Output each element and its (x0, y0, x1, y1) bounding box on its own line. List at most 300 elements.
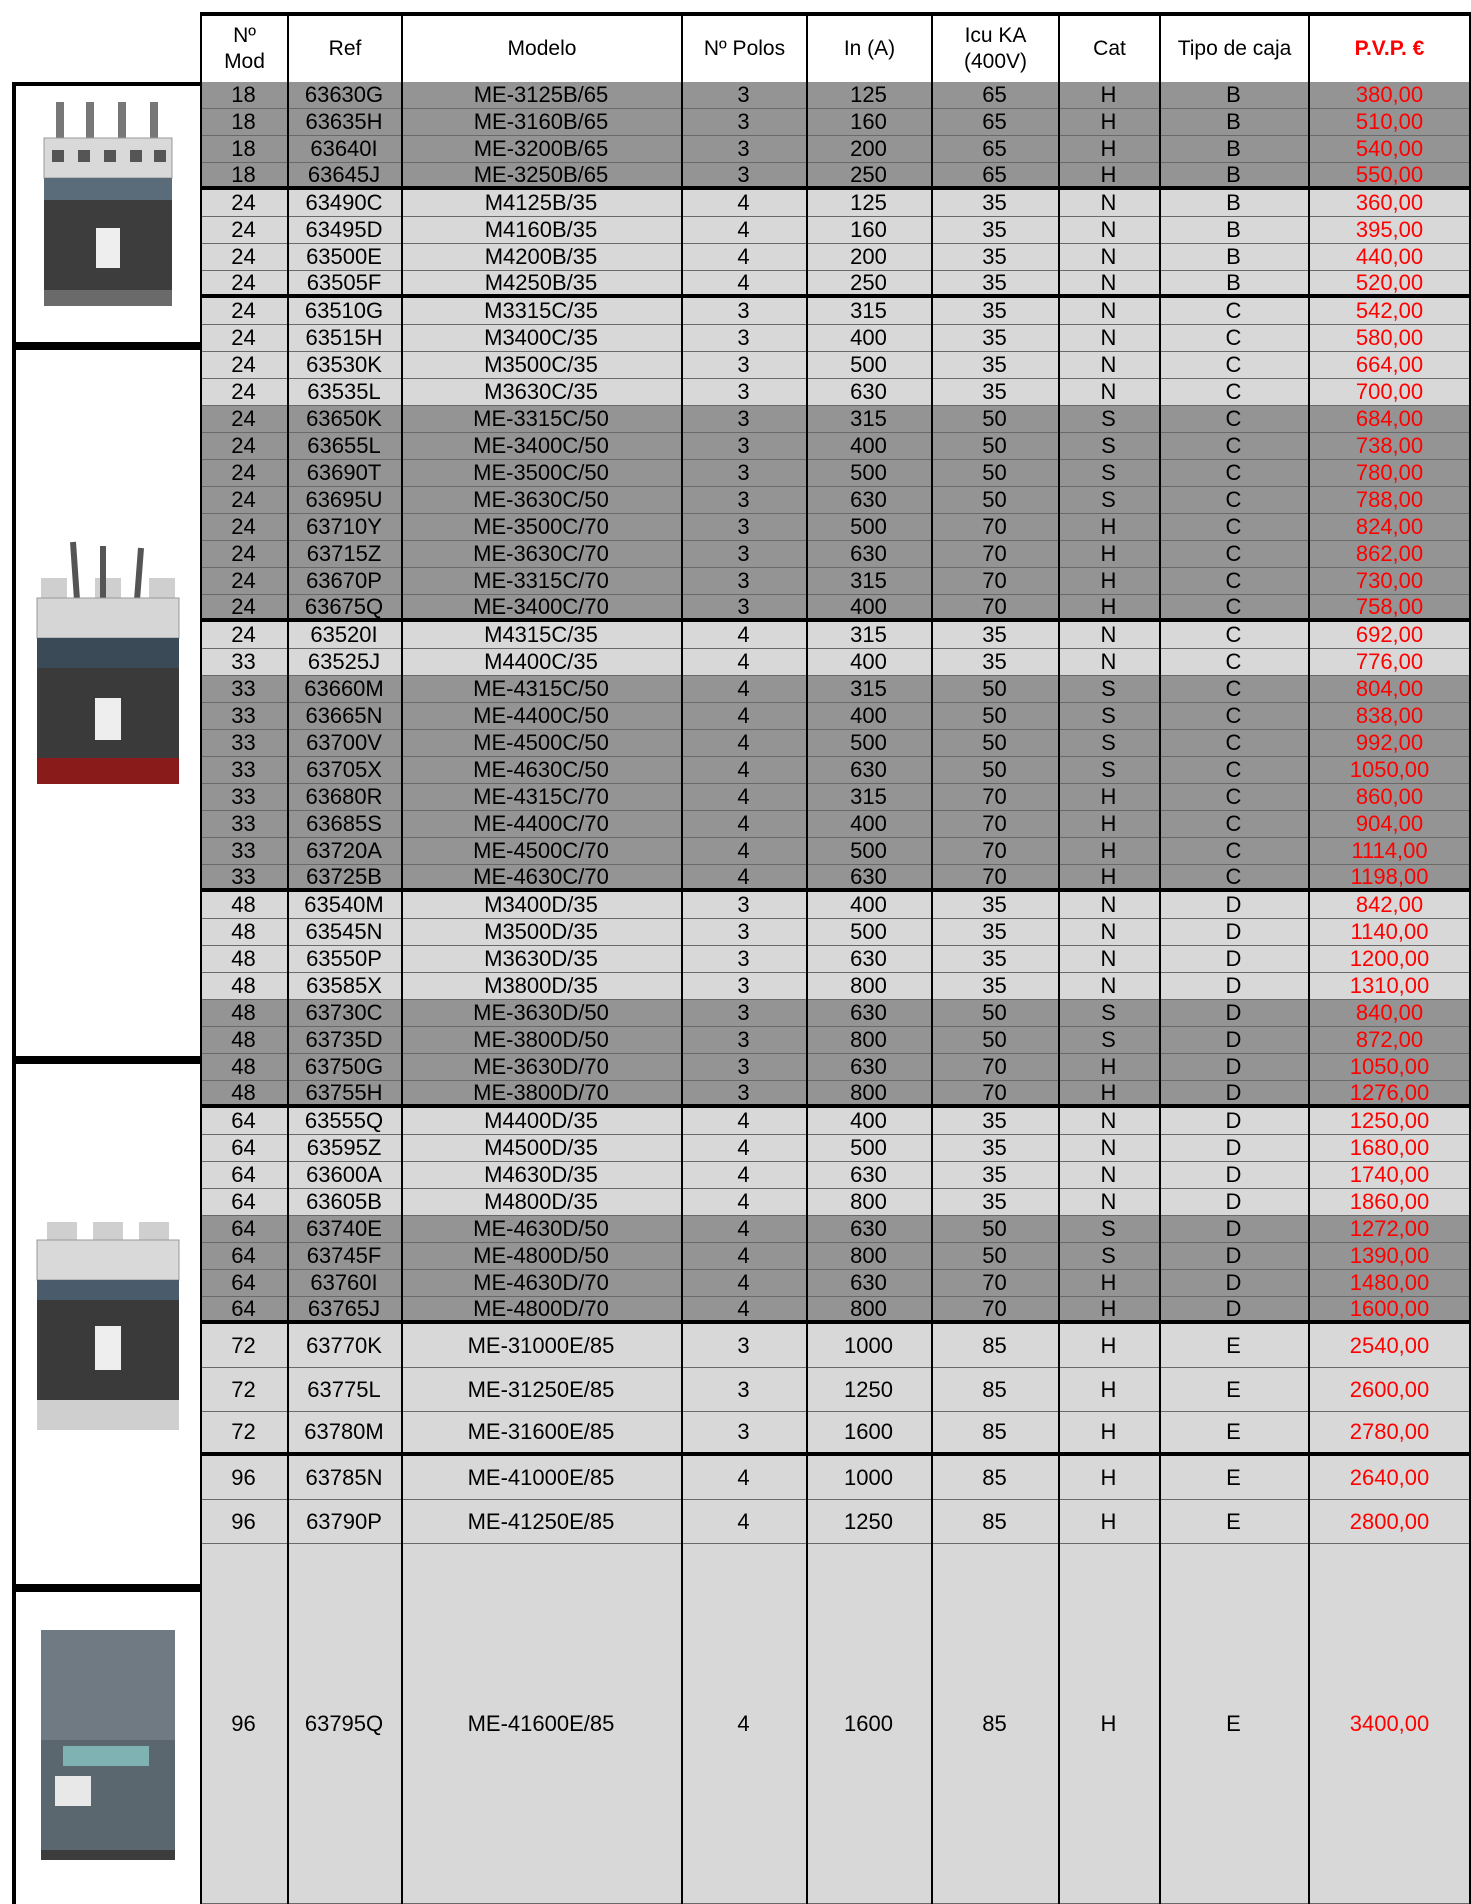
cell-polos: 3 (737, 352, 750, 377)
cell-caja: C (1225, 406, 1242, 431)
table-row (200, 676, 1471, 703)
cell-ref: 63725B (306, 863, 382, 889)
cell-icu: 35 (982, 973, 1007, 998)
table-row (200, 1297, 1471, 1324)
table-row (200, 514, 1471, 541)
cell-modelo: ME-41000E/85 (467, 1464, 615, 1490)
cell-icu: 35 (982, 325, 1007, 350)
cell-in: 630 (850, 863, 887, 889)
cell-in: 800 (850, 1027, 887, 1052)
cell-mod: 64 (231, 1243, 256, 1268)
cell-modelo: ME-31250E/85 (467, 1376, 615, 1402)
cell-icu: 35 (982, 1135, 1007, 1160)
cell-pvp: 758,00 (1355, 593, 1424, 619)
cell-icu: 70 (982, 784, 1007, 809)
cell-in: 315 (850, 784, 887, 809)
cell-pvp: 1050,00 (1349, 757, 1430, 782)
cell-pvp: 1276,00 (1349, 1079, 1430, 1105)
cell-pvp: 664,00 (1355, 352, 1424, 377)
cell-ref: 63510G (304, 298, 384, 323)
cell-icu: 85 (982, 1376, 1007, 1402)
cell-pvp: 1600,00 (1349, 1295, 1430, 1321)
cell-caja: C (1225, 863, 1242, 889)
cell-in: 400 (850, 433, 887, 458)
cell-cat: H (1100, 838, 1117, 863)
cell-mod: 33 (231, 838, 256, 863)
cell-polos: 4 (737, 1295, 750, 1321)
cell-cat: N (1100, 269, 1117, 295)
cell-in: 315 (850, 676, 887, 701)
cell-modelo: ME-4630D/50 (473, 1216, 609, 1241)
table-row (200, 649, 1471, 676)
cell-polos: 4 (737, 1710, 750, 1736)
table-row (200, 190, 1471, 217)
cell-polos: 3 (737, 1000, 750, 1025)
table-row (200, 82, 1471, 109)
cell-ref: 63775L (307, 1376, 381, 1402)
cell-caja: E (1226, 1419, 1241, 1444)
cell-ref: 63755H (305, 1079, 383, 1105)
cell-icu: 50 (982, 1027, 1007, 1052)
breaker-photo-d (33, 1216, 183, 1436)
cell-polos: 3 (737, 487, 750, 512)
cell-caja: C (1225, 676, 1242, 701)
column-divider (1159, 82, 1161, 1904)
cell-modelo: M3500C/35 (484, 352, 598, 377)
table-row (200, 703, 1471, 730)
cell-icu: 50 (982, 433, 1007, 458)
cell-modelo: ME-3800D/50 (473, 1027, 609, 1052)
header-in: In (A) (806, 12, 931, 82)
cell-in: 315 (850, 406, 887, 431)
cell-mod: 24 (231, 269, 256, 295)
cell-mod: 33 (231, 676, 256, 701)
cell-ref: 63760I (310, 1270, 378, 1295)
cell-in: 500 (850, 460, 887, 485)
cell-pvp: 1740,00 (1349, 1162, 1430, 1187)
cell-mod: 24 (231, 433, 256, 458)
cell-mod: 64 (231, 1108, 256, 1133)
image-group-d (12, 1060, 200, 1588)
cell-modelo: ME-4800D/50 (473, 1243, 609, 1268)
table-row (200, 919, 1471, 946)
header-mod: Nº Mod (200, 12, 287, 82)
cell-caja: D (1225, 1135, 1242, 1160)
cell-in: 160 (850, 217, 887, 242)
cell-modelo: ME-3630C/50 (473, 487, 609, 512)
cell-polos: 3 (737, 973, 750, 998)
cell-polos: 3 (737, 514, 750, 539)
cell-caja: C (1225, 757, 1242, 782)
cell-icu: 35 (982, 1189, 1007, 1214)
cell-cat: H (1100, 1508, 1117, 1534)
cell-polos: 3 (737, 541, 750, 566)
cell-cat: H (1100, 1464, 1117, 1490)
cell-modelo: ME-3315C/50 (473, 406, 609, 431)
column-divider (1058, 82, 1060, 1904)
cell-cat: H (1100, 1295, 1117, 1321)
cell-cat: H (1100, 863, 1117, 889)
cell-mod: 18 (231, 109, 256, 134)
cell-pvp: 550,00 (1355, 161, 1424, 187)
cell-mod: 48 (231, 1079, 256, 1105)
cell-polos: 4 (737, 1189, 750, 1214)
cell-ref: 63640I (310, 136, 378, 161)
cell-modelo: ME-3200B/65 (473, 136, 609, 161)
cell-icu: 85 (982, 1419, 1007, 1444)
cell-pvp: 738,00 (1355, 433, 1424, 458)
cell-cat: S (1101, 757, 1116, 782)
cell-icu: 85 (982, 1464, 1007, 1490)
cell-cat: H (1100, 82, 1117, 107)
cell-caja: C (1225, 811, 1242, 836)
cell-icu: 70 (982, 811, 1007, 836)
cell-caja: C (1225, 622, 1242, 647)
table-row (200, 784, 1471, 811)
cell-in: 630 (850, 1000, 887, 1025)
cell-polos: 4 (737, 1108, 750, 1133)
cell-icu: 70 (982, 863, 1007, 889)
cell-cat: S (1101, 460, 1116, 485)
cell-in: 400 (850, 703, 887, 728)
cell-ref: 63795Q (304, 1710, 384, 1736)
table-row (200, 1162, 1471, 1189)
table-row (200, 244, 1471, 271)
cell-ref: 63490C (305, 190, 383, 215)
cell-cat: S (1101, 703, 1116, 728)
column-divider (287, 82, 289, 1904)
cell-cat: N (1100, 244, 1117, 269)
cell-icu: 35 (982, 649, 1007, 674)
cell-mod: 33 (231, 730, 256, 755)
cell-polos: 3 (737, 892, 750, 917)
cell-pvp: 1860,00 (1349, 1189, 1430, 1214)
cell-icu: 85 (982, 1508, 1007, 1534)
cell-cat: N (1100, 325, 1117, 350)
cell-modelo: M4500D/35 (484, 1135, 598, 1160)
cell-ref: 63770K (306, 1332, 382, 1358)
cell-pvp: 360,00 (1355, 190, 1424, 215)
cell-ref: 63670P (306, 568, 382, 593)
table-row (200, 1324, 1471, 1368)
cell-modelo: ME-4400C/50 (473, 703, 609, 728)
cell-mod: 33 (231, 757, 256, 782)
cell-polos: 3 (737, 1054, 750, 1079)
table-row (200, 838, 1471, 865)
cell-polos: 4 (737, 244, 750, 269)
column-divider (806, 82, 808, 1904)
cell-modelo: M3400D/35 (484, 892, 598, 917)
cell-in: 1250 (844, 1376, 893, 1402)
cell-caja: C (1225, 730, 1242, 755)
cell-pvp: 788,00 (1355, 487, 1424, 512)
cell-icu: 35 (982, 352, 1007, 377)
cell-in: 800 (850, 1079, 887, 1105)
cell-mod: 24 (231, 217, 256, 242)
cell-cat: H (1100, 1376, 1117, 1402)
cell-caja: C (1225, 514, 1242, 539)
cell-cat: N (1100, 946, 1117, 971)
cell-ref: 63750G (304, 1054, 384, 1079)
table-row (200, 865, 1471, 892)
cell-icu: 35 (982, 190, 1007, 215)
cell-icu: 65 (982, 82, 1007, 107)
cell-in: 400 (850, 1108, 887, 1133)
cell-cat: H (1100, 568, 1117, 593)
cell-caja: D (1225, 1054, 1242, 1079)
cell-in: 1000 (844, 1332, 893, 1358)
cell-modelo: M3500D/35 (484, 919, 598, 944)
cell-modelo: ME-3125B/65 (473, 82, 609, 107)
cell-caja: B (1226, 217, 1241, 242)
column-divider (401, 82, 403, 1904)
table-row (200, 1368, 1471, 1412)
cell-cat: H (1100, 811, 1117, 836)
cell-in: 630 (850, 946, 887, 971)
cell-ref: 63600A (306, 1162, 382, 1187)
cell-mod: 48 (231, 1054, 256, 1079)
cell-mod: 24 (231, 298, 256, 323)
cell-modelo: ME-4315C/50 (473, 676, 609, 701)
cell-ref: 63585X (306, 973, 382, 998)
cell-caja: B (1226, 109, 1241, 134)
table-row (200, 109, 1471, 136)
cell-modelo: M4125B/35 (484, 190, 598, 215)
cell-pvp: 700,00 (1355, 379, 1424, 404)
cell-ref: 63710Y (306, 514, 382, 539)
cell-icu: 50 (982, 1000, 1007, 1025)
cell-pvp: 380,00 (1355, 82, 1424, 107)
table-row (200, 433, 1471, 460)
cell-cat: S (1101, 1216, 1116, 1241)
cell-mod: 64 (231, 1216, 256, 1241)
cell-in: 250 (850, 269, 887, 295)
cell-pvp: 684,00 (1355, 406, 1424, 431)
cell-polos: 4 (737, 190, 750, 215)
table-row (200, 622, 1471, 649)
cell-polos: 4 (737, 838, 750, 863)
cell-in: 800 (850, 1295, 887, 1321)
cell-pvp: 840,00 (1355, 1000, 1424, 1025)
header-caja: Tipo de caja (1159, 12, 1308, 82)
cell-modelo: ME-3315C/70 (473, 568, 609, 593)
cell-polos: 3 (737, 433, 750, 458)
cell-mod: 24 (231, 325, 256, 350)
table-row (200, 1544, 1471, 1904)
cell-icu: 35 (982, 1162, 1007, 1187)
cell-pvp: 2780,00 (1349, 1419, 1430, 1444)
cell-pvp: 520,00 (1355, 269, 1424, 295)
cell-mod: 24 (231, 352, 256, 377)
table-row (200, 1270, 1471, 1297)
cell-polos: 4 (737, 217, 750, 242)
cell-cat: H (1100, 1710, 1117, 1736)
cell-mod: 33 (231, 703, 256, 728)
cell-ref: 63605B (306, 1189, 382, 1214)
cell-caja: C (1225, 568, 1242, 593)
cell-in: 400 (850, 892, 887, 917)
cell-pvp: 542,00 (1355, 298, 1424, 323)
cell-ref: 63550P (306, 946, 382, 971)
cell-in: 500 (850, 919, 887, 944)
cell-cat: S (1101, 487, 1116, 512)
cell-caja: D (1225, 1027, 1242, 1052)
cell-in: 630 (850, 541, 887, 566)
cell-ref: 63740E (306, 1216, 382, 1241)
cell-caja: C (1225, 541, 1242, 566)
cell-cat: H (1100, 1054, 1117, 1079)
cell-mod: 24 (231, 622, 256, 647)
cell-caja: C (1225, 460, 1242, 485)
cell-modelo: ME-41250E/85 (467, 1508, 615, 1534)
cell-pvp: 872,00 (1355, 1027, 1424, 1052)
table-row (200, 1081, 1471, 1108)
cell-polos: 3 (737, 460, 750, 485)
cell-caja: C (1225, 433, 1242, 458)
cell-cat: H (1100, 784, 1117, 809)
cell-modelo: ME-31600E/85 (467, 1419, 615, 1444)
cell-caja: B (1226, 161, 1241, 187)
cell-polos: 4 (737, 1216, 750, 1241)
cell-in: 1000 (844, 1464, 893, 1490)
table-row (200, 325, 1471, 352)
cell-caja: D (1225, 1295, 1242, 1321)
cell-cat: N (1100, 1135, 1117, 1160)
cell-caja: C (1225, 593, 1242, 619)
cell-icu: 35 (982, 919, 1007, 944)
cell-icu: 50 (982, 1216, 1007, 1241)
cell-icu: 70 (982, 1295, 1007, 1321)
cell-caja: D (1225, 1079, 1242, 1105)
cell-modelo: ME-31000E/85 (467, 1332, 615, 1358)
cell-icu: 50 (982, 703, 1007, 728)
cell-icu: 85 (982, 1332, 1007, 1358)
cell-caja: D (1225, 1189, 1242, 1214)
cell-cat: H (1100, 161, 1117, 187)
cell-polos: 3 (737, 82, 750, 107)
cell-mod: 48 (231, 892, 256, 917)
cell-ref: 63595Z (306, 1135, 382, 1160)
table-row (200, 946, 1471, 973)
cell-icu: 50 (982, 487, 1007, 512)
cell-polos: 3 (737, 593, 750, 619)
cell-cat: H (1100, 541, 1117, 566)
cell-cat: N (1100, 190, 1117, 215)
cell-mod: 24 (231, 190, 256, 215)
cell-caja: D (1225, 1000, 1242, 1025)
cell-ref: 63520I (310, 622, 378, 647)
cell-in: 125 (850, 190, 887, 215)
cell-modelo: M4315C/35 (484, 622, 598, 647)
table-row (200, 460, 1471, 487)
cell-ref: 63495D (305, 217, 383, 242)
cell-in: 160 (850, 109, 887, 134)
cell-pvp: 1114,00 (1351, 838, 1428, 863)
table-row (200, 1189, 1471, 1216)
cell-polos: 3 (737, 1027, 750, 1052)
cell-icu: 70 (982, 1270, 1007, 1295)
table-row (200, 1456, 1471, 1500)
cell-mod: 72 (231, 1419, 256, 1444)
cell-modelo: M3630C/35 (484, 379, 598, 404)
cell-in: 500 (850, 1135, 887, 1160)
cell-pvp: 804,00 (1355, 676, 1424, 701)
cell-cat: N (1100, 1108, 1117, 1133)
cell-modelo: ME-3160B/65 (473, 109, 609, 134)
cell-caja: E (1226, 1464, 1241, 1490)
cell-cat: S (1101, 406, 1116, 431)
cell-pvp: 1390,00 (1349, 1243, 1430, 1268)
breaker-photo-c (33, 540, 183, 790)
cell-cat: S (1101, 676, 1116, 701)
image-group-c (12, 346, 200, 1060)
cell-mod: 24 (231, 593, 256, 619)
cell-mod: 24 (231, 487, 256, 512)
cell-caja: C (1225, 487, 1242, 512)
cell-icu: 50 (982, 406, 1007, 431)
cell-mod: 48 (231, 1000, 256, 1025)
cell-pvp: 1050,00 (1349, 1054, 1430, 1079)
cell-in: 630 (850, 1270, 887, 1295)
cell-mod: 24 (231, 514, 256, 539)
cell-ref: 63555Q (304, 1108, 384, 1133)
header-cat: Cat (1058, 12, 1159, 82)
cell-in: 800 (850, 973, 887, 998)
cell-icu: 70 (982, 568, 1007, 593)
cell-polos: 3 (737, 1079, 750, 1105)
cell-mod: 64 (231, 1295, 256, 1321)
cell-icu: 35 (982, 1108, 1007, 1133)
cell-ref: 63515H (305, 325, 383, 350)
cell-pvp: 862,00 (1355, 541, 1424, 566)
cell-polos: 4 (737, 1162, 750, 1187)
cell-pvp: 1480,00 (1349, 1270, 1430, 1295)
cell-modelo: M4400C/35 (484, 649, 598, 674)
cell-ref: 63530K (306, 352, 382, 377)
table-row (200, 1000, 1471, 1027)
cell-cat: N (1100, 649, 1117, 674)
cell-pvp: 780,00 (1355, 460, 1424, 485)
cell-pvp: 3400,00 (1349, 1710, 1430, 1736)
image-group-b (12, 82, 200, 346)
cell-mod: 96 (231, 1508, 256, 1534)
cell-cat: H (1100, 514, 1117, 539)
cell-polos: 3 (737, 136, 750, 161)
cell-modelo: ME-3500C/50 (473, 460, 609, 485)
cell-cat: H (1100, 1079, 1117, 1105)
breaker-photo-b (38, 100, 178, 310)
cell-cat: H (1100, 1332, 1117, 1358)
cell-pvp: 776,00 (1355, 649, 1424, 674)
cell-mod: 18 (231, 82, 256, 107)
cell-modelo: ME-3630D/70 (473, 1054, 609, 1079)
cell-polos: 3 (737, 379, 750, 404)
cell-polos: 4 (737, 269, 750, 295)
cell-icu: 70 (982, 541, 1007, 566)
breaker-photo-e (33, 1626, 183, 1862)
cell-in: 630 (850, 487, 887, 512)
cell-icu: 50 (982, 676, 1007, 701)
cell-modelo: ME-3630D/50 (473, 1000, 609, 1025)
cell-modelo: ME-3400C/50 (473, 433, 609, 458)
cell-polos: 3 (737, 1332, 750, 1358)
cell-modelo: M4400D/35 (484, 1108, 598, 1133)
cell-icu: 35 (982, 946, 1007, 971)
table-row (200, 379, 1471, 406)
cell-polos: 3 (737, 161, 750, 187)
cell-caja: B (1226, 82, 1241, 107)
cell-ref: 63715Z (306, 541, 382, 566)
